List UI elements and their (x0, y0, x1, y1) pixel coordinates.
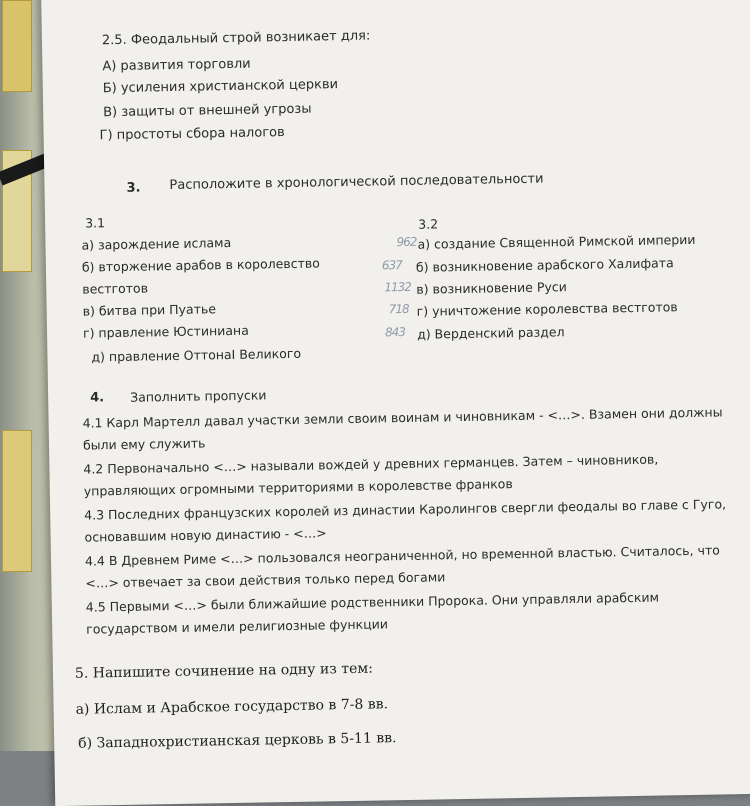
ruler-object (2, 430, 32, 572)
column-3-2-item: г) уничтожение королевства вестготов (416, 299, 678, 319)
column-3-2-item: б) возникновение арабского Халифата (415, 255, 674, 275)
ruler-object (2, 0, 32, 92)
question-2-5-option-a: А) развития торговли (102, 56, 251, 75)
question-4-line: 4.1 Карл Мартелл давал участки земли своим воинам и чиновникам - <…>. Взамен они должны (82, 404, 723, 431)
question-4-line: <…> отвечает за свои действия только перед богами (85, 569, 446, 591)
question-5-title: 5. Напишите сочинение на одну из тем: (74, 660, 374, 682)
column-3-1-item: вестготов (82, 280, 149, 297)
column-3-1-item: а) зарождение ислама (81, 234, 232, 253)
question-5-topic-b: б) Западнохристианская церковь в 5-11 вв. (78, 730, 397, 752)
column-3-2-header: 3.2 (418, 216, 439, 232)
handwritten-date: 843 (384, 324, 406, 340)
question-3-number: 3. (126, 180, 141, 196)
question-4-line: были ему служить (82, 435, 206, 453)
column-3-1-item: в) битва при Пуатье (82, 301, 217, 319)
question-5-topic-a: а) Ислам и Арабское государство в 7-8 вв. (75, 696, 389, 718)
column-3-1-item: г) правление Юстиниана (82, 322, 249, 341)
question-4-title: Заполнить пропуски (130, 387, 267, 405)
question-4-line: 4.4 В Древнем Риме <…> пользовался неограниченной, но временной властью. Считалось, что (84, 542, 720, 569)
handwritten-date: 1132 (384, 279, 411, 295)
handwritten-date: 962 (396, 234, 417, 250)
column-3-2-item: д) Верденский раздел (416, 324, 565, 342)
question-4-line: государством и имели религиозные функции (86, 616, 389, 637)
question-4-line: 4.3 Последних французских королей из династии Каролингов свергли феодалы во главе с Гуго, (84, 496, 727, 523)
column-3-1-item: б) вторжение арабов в королевство (81, 255, 320, 275)
question-4-line: 4.5 Первыми <…> были ближайшие родственники Пророка. Они управляли арабским (85, 589, 660, 615)
question-2-5-title: 2.5. Феодальный строй возникает для: (101, 28, 371, 49)
question-2-5-option-c: В) защиты от внешней угрозы (103, 101, 312, 121)
question-2-5-option-d: Г) простоты сбора налогов (99, 125, 285, 144)
question-4-line: основавшим новую династию - <…> (84, 525, 327, 545)
question-2-5-option-b: Б) усиления христианской церкви (102, 77, 339, 97)
question-4-line: 4.2 Первоначально <…> называли вождей у древних германцев. Затем – чиновников, (83, 451, 659, 477)
column-3-1-header: 3.1 (84, 215, 106, 231)
column-3-1-item: д) правление ОттонаI Великого (91, 345, 302, 365)
worksheet-page (41, 0, 750, 806)
question-4-number: 4. (90, 390, 105, 406)
handwritten-date: 718 (388, 301, 409, 317)
question-3-title: Расположите в хронологической последовательности (169, 171, 544, 194)
handwritten-date: 637 (381, 258, 402, 273)
column-3-2-item: в) возникновение Руси (416, 279, 567, 297)
question-4-line: управляющих огромными территориями в королевстве франков (83, 476, 513, 499)
column-3-2-item: а) создание Священной Римской империи (417, 231, 696, 252)
